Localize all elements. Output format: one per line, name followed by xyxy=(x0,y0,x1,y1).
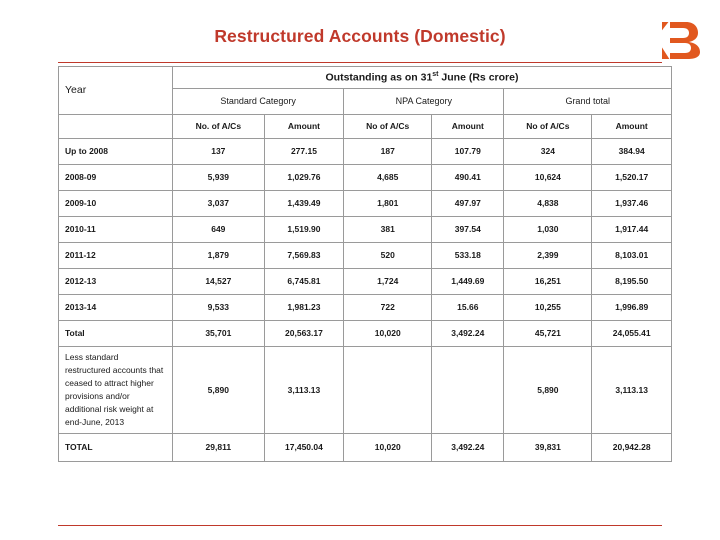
subheader-grand-no: No of A/Cs xyxy=(504,114,592,138)
cell: 20,942.28 xyxy=(592,433,672,461)
cell: 384.94 xyxy=(592,138,672,164)
table-row xyxy=(59,190,672,216)
subheader-npa-no: No of A/Cs xyxy=(344,114,432,138)
table-row-less xyxy=(59,346,672,433)
header-outstanding xyxy=(173,67,672,89)
cell: 10,624 xyxy=(504,164,592,190)
subheader-standard-amount: Amount xyxy=(264,114,344,138)
cell: 187 xyxy=(344,138,432,164)
cell: 533.18 xyxy=(432,242,504,268)
cell: 381 xyxy=(344,216,432,242)
subheader-spacer xyxy=(59,114,173,138)
row-label: 2012-13 xyxy=(59,268,173,294)
cell: 10,020 xyxy=(344,433,432,461)
row-label: Up to 2008 xyxy=(59,138,173,164)
cell: 3,113.13 xyxy=(264,346,344,433)
cell: 1,996.89 xyxy=(592,294,672,320)
row-label: 2011-12 xyxy=(59,242,173,268)
group-standard: Standard Category xyxy=(173,88,344,114)
row-label: Total xyxy=(59,320,173,346)
cell: 14,527 xyxy=(173,268,265,294)
row-label: 2009-10 xyxy=(59,190,173,216)
cell: 29,811 xyxy=(173,433,265,461)
cell: 137 xyxy=(173,138,265,164)
table-subheader-row xyxy=(59,114,672,138)
cell: 5,890 xyxy=(173,346,265,433)
cell: 16,251 xyxy=(504,268,592,294)
cell: 8,103.01 xyxy=(592,242,672,268)
cell: 1,519.90 xyxy=(264,216,344,242)
cell: 8,195.50 xyxy=(592,268,672,294)
table-row xyxy=(59,268,672,294)
cell: 520 xyxy=(344,242,432,268)
cell: 1,439.49 xyxy=(264,190,344,216)
row-label: TOTAL xyxy=(59,433,173,461)
group-npa: NPA Category xyxy=(344,88,504,114)
header-outstanding-pre: Outstanding as on 31 xyxy=(325,71,433,84)
subheader-npa-amount: Amount xyxy=(432,114,504,138)
cell: 1,801 xyxy=(344,190,432,216)
cell: 6,745.81 xyxy=(264,268,344,294)
table-row xyxy=(59,294,672,320)
cell: 1,917.44 xyxy=(592,216,672,242)
cell: 24,055.41 xyxy=(592,320,672,346)
bank-of-baroda-logo xyxy=(656,20,702,60)
cell: 107.79 xyxy=(432,138,504,164)
cell: 4,685 xyxy=(344,164,432,190)
cell: 1,879 xyxy=(173,242,265,268)
cell: 497.97 xyxy=(432,190,504,216)
cell: 17,450.04 xyxy=(264,433,344,461)
cell: 15.66 xyxy=(432,294,504,320)
cell: 5,890 xyxy=(504,346,592,433)
cell: 397.54 xyxy=(432,216,504,242)
cell: 722 xyxy=(344,294,432,320)
table-row xyxy=(59,216,672,242)
cell: 1,449.69 xyxy=(432,268,504,294)
table-row xyxy=(59,138,672,164)
cell: 4,838 xyxy=(504,190,592,216)
cell: 35,701 xyxy=(173,320,265,346)
cell xyxy=(344,346,432,433)
cell: 10,255 xyxy=(504,294,592,320)
table-header-row xyxy=(59,67,672,89)
page-title: Restructured Accounts (Domestic) xyxy=(214,26,506,46)
bottom-divider xyxy=(58,525,662,526)
cell xyxy=(432,346,504,433)
cell: 20,563.17 xyxy=(264,320,344,346)
header-year: Year xyxy=(59,67,173,115)
group-grand-total: Grand total xyxy=(504,88,672,114)
cell: 277.15 xyxy=(264,138,344,164)
cell: 649 xyxy=(173,216,265,242)
table-row xyxy=(59,164,672,190)
cell: 2,399 xyxy=(504,242,592,268)
cell: 324 xyxy=(504,138,592,164)
header-outstanding-post: June (Rs crore) xyxy=(438,71,519,84)
cell: 5,939 xyxy=(173,164,265,190)
cell: 1,520.17 xyxy=(592,164,672,190)
cell: 1,030 xyxy=(504,216,592,242)
cell: 45,721 xyxy=(504,320,592,346)
cell: 1,029.76 xyxy=(264,164,344,190)
cell: 1,981.23 xyxy=(264,294,344,320)
top-divider xyxy=(58,62,662,63)
less-row-label: Less standard restructured accounts that ceased to attract higher provisions and/or additional risk weight at end-June, 2013 xyxy=(59,346,173,433)
cell: 39,831 xyxy=(504,433,592,461)
cell: 10,020 xyxy=(344,320,432,346)
table-row-total xyxy=(59,320,672,346)
cell: 3,492.24 xyxy=(432,320,504,346)
header-outstanding-sup: st xyxy=(432,71,439,78)
cell: 3,037 xyxy=(173,190,265,216)
table-row-grand-total xyxy=(59,433,672,461)
subheader-standard-no: No. of A/Cs xyxy=(173,114,265,138)
cell: 7,569.83 xyxy=(264,242,344,268)
cell: 490.41 xyxy=(432,164,504,190)
cell: 3,492.24 xyxy=(432,433,504,461)
cell: 9,533 xyxy=(173,294,265,320)
restructured-accounts-table xyxy=(58,66,672,462)
row-label: 2010-11 xyxy=(59,216,173,242)
cell: 3,113.13 xyxy=(592,346,672,433)
table-row xyxy=(59,242,672,268)
row-label: 2008-09 xyxy=(59,164,173,190)
cell: 1,937.46 xyxy=(592,190,672,216)
cell: 1,724 xyxy=(344,268,432,294)
subheader-grand-amount: Amount xyxy=(592,114,672,138)
row-label: 2013-14 xyxy=(59,294,173,320)
